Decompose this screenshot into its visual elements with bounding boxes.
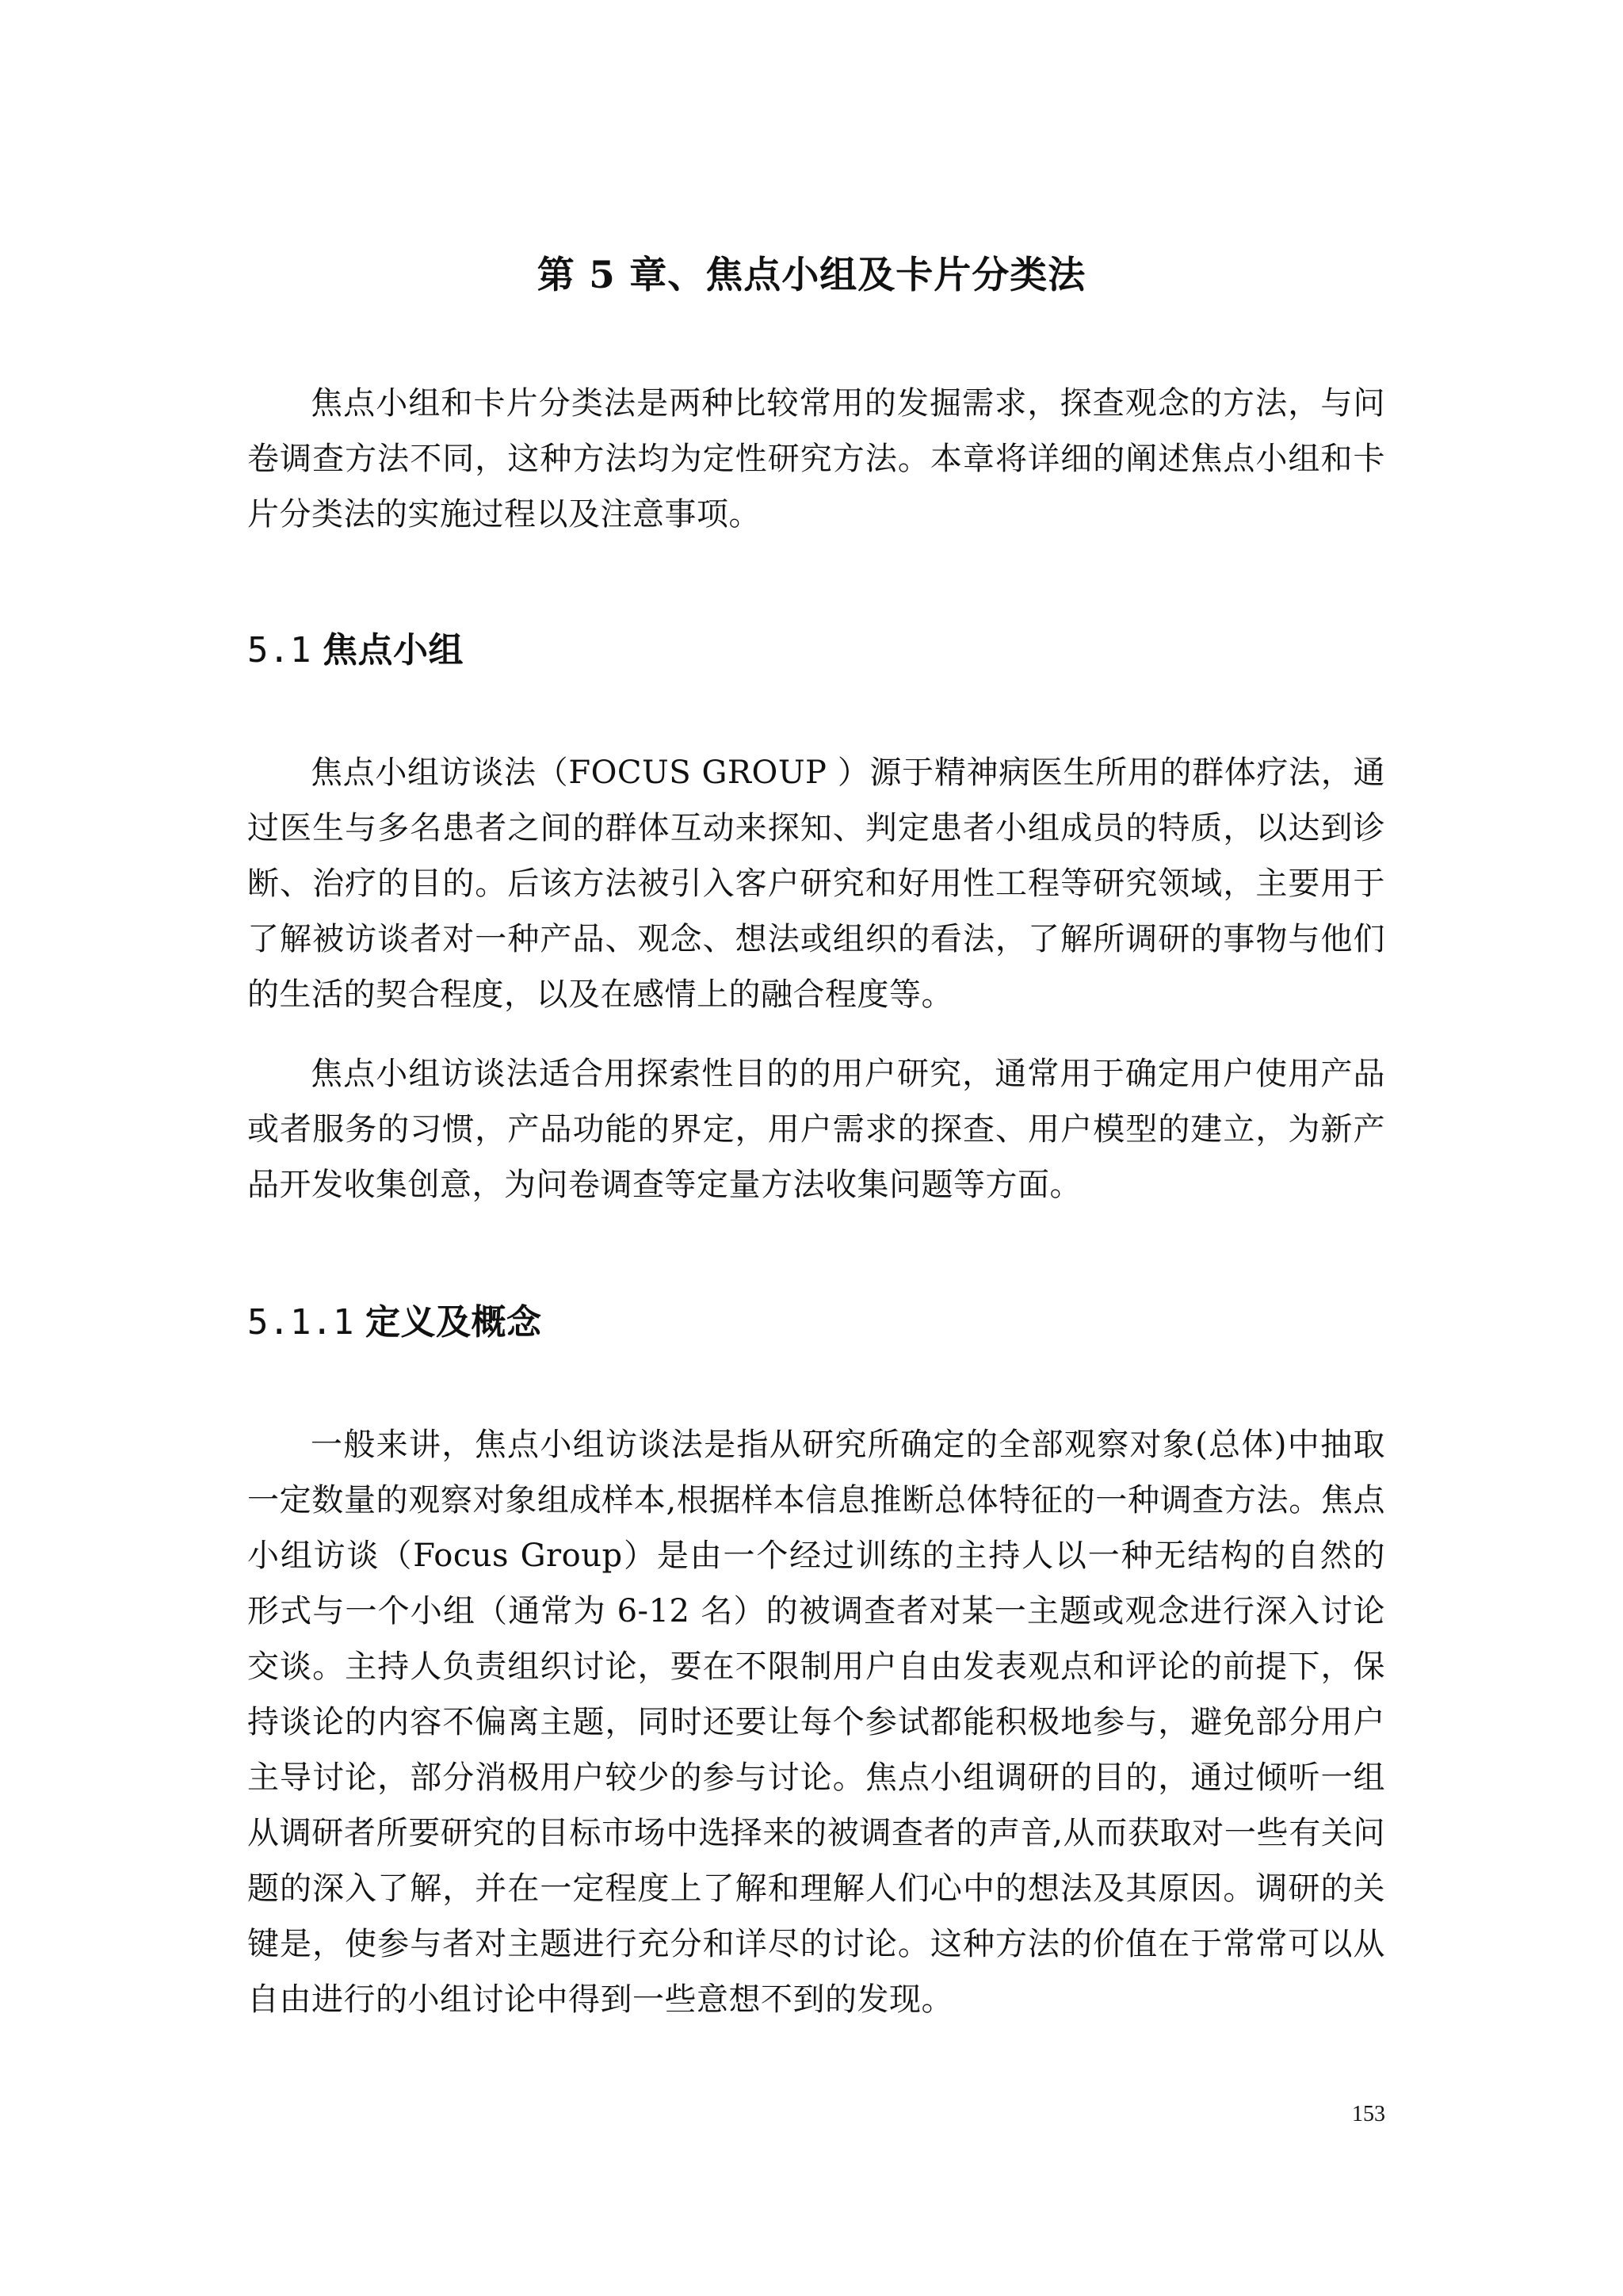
section-heading-5-1: [247, 623, 1385, 678]
chapter-title: 第 5 章、焦点小组及卡片分类法: [537, 254, 1086, 297]
section-heading-5-1-1: [247, 1295, 1385, 1350]
page-number: 153: [1352, 2102, 1385, 2126]
body-paragraph: 焦点小组访谈法适合用探索性目的的用户研究，通常用于确定用户使用产品或者服务的习惯，产品功能的界定，用户需求的探查、用户模型的建立，为新产品开发收集创意，为问卷调查等定量方法收集问题等方面。: [247, 1056, 1385, 1203]
section-title: 定义及概念: [365, 1302, 542, 1343]
section-title: 焦点小组: [322, 630, 464, 670]
body-paragraph: 焦点小组访谈法（FOCUS GROUP ）源于精神病医生所用的群体疗法，通过医生与多名患者之间的群体互动来探知、判定患者小组成员的特质，以达到诊断、治疗的目的。后该方法被引入客户研究和好用性工程等研究领域，主要用于了解被访谈者对一种产品、观念、想法或组织的看法，了解所调研的事物与他们的生活的契合程度，以及在感情上的融合程度等。: [247, 755, 1385, 1013]
body-paragraph: 一般来讲，焦点小组访谈法是指从研究所确定的全部观察对象(总体)中抽取一定数量的观察对象组成样本,根据样本信息推断总体特征的一种调查方法。焦点小组访谈（Focus Group）是由一个经过训练的主持人以一种无结构的自然的形式与一个小组（通常为 6-12 名）的被调查者对某一主题或观念进行深入讨论交谈。主持人负责组织讨论，要在不限制用户自由发表观点和评论的前提下，保持谈论的内容不偏离主题，同时还要让每个参试都能积极地参与，避免部分用户主导讨论，部分消极用户较少的参与讨论。焦点小组调研的目的，通过倾听一组从调研者所要研究的目标市场中选择来的被调查者的声音,从而获取对一些有关问题的深入了解，并在一定程度上了解和理解人们心中的想法及其原因。调研的关键是，使参与者对主题进行充分和详尽的讨论。这种方法的价值在于常常可以从自由进行的小组讨论中得到一些意想不到的发现。: [247, 1427, 1385, 2018]
section-number: 5.1: [247, 630, 311, 670]
section-number: 5.1.1: [247, 1302, 354, 1343]
intro-paragraph: 焦点小组和卡片分类法是两种比较常用的发掘需求，探查观念的方法，与问卷调查方法不同，这种方法均为定性研究方法。本章将详细的阐述焦点小组和卡片分类法的实施过程以及注意事项。: [247, 385, 1385, 533]
